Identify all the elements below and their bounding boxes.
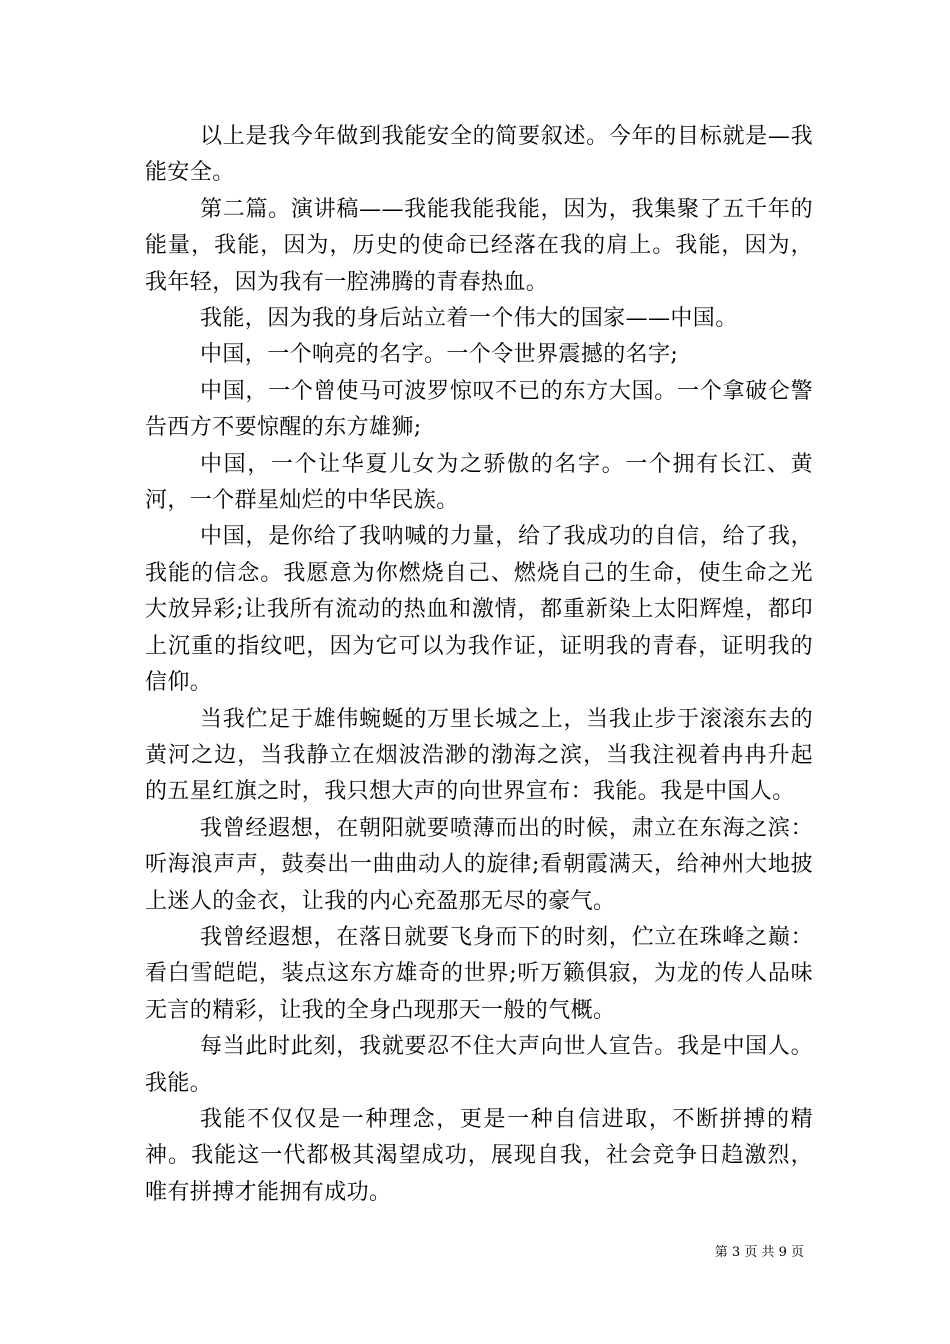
paragraph-8: 当我伫足于雄伟蜿蜒的万里长城之上，当我止步于滚滚东去的黄河之边，当我静立在烟波浩渺的渤海之滨，当我注视着冉冉升起的五星红旗之时，我只想大声的向世界宣布：我能。我是中国人。	[145, 706, 813, 805]
paragraph-1: 以上是我今年做到我能安全的简要叙述。今年的目标就是—我能安全。	[145, 124, 813, 186]
paragraph-11: 每当此时此刻，我就要忍不住大声向世人宣告。我是中国人。我能。	[145, 1034, 813, 1096]
paragraph-3: 我能，因为我的身后站立着一个伟大的国家——中国。	[200, 306, 738, 332]
paragraph-7: 中国，是你给了我呐喊的力量，给了我成功的自信，给了我，我能的信念。我愿意为你燃烧自己、燃烧自己的生命，使生命之光大放异彩;让我所有流动的热血和激情，都重新染上太阳辉煌，都印上沉重的指纹吧，因为它可以为我作证，证明我的青春，证明我的信仰。	[145, 524, 813, 696]
paragraph-4: 中国，一个响亮的名字。一个令世界震撼的名字;	[200, 342, 679, 368]
paragraph-12: 我能不仅仅是一种理念，更是一种自信进取，不断拼搏的精神。我能这一代都极其渴望成功，展现自我，社会竞争日趋激烈，唯有拼搏才能拥有成功。	[145, 1106, 813, 1205]
paragraph-6: 中国，一个让华夏儿女为之骄傲的名字。一个拥有长江、黄河，一个群星灿烂的中华民族。	[145, 451, 813, 514]
paragraph-2: 第二篇。演讲稿——我能我能我能，因为，我集聚了五千年的能量，我能，因为，历史的使命已经落在我的肩上。我能，因为，我年轻，因为我有一腔沸腾的青春热血。	[145, 196, 813, 295]
paragraph-5: 中国，一个曾使马可波罗惊叹不已的东方大国。一个拿破仑警告西方不要惊醒的东方雄狮;	[145, 378, 813, 441]
paragraph-9: 我曾经遐想，在朝阳就要喷薄而出的时候，肃立在东海之滨：听海浪声声，鼓奏出一曲曲动人的旋律;看朝霞满天，给神州大地披上迷人的金衣，让我的内心充盈那无尽的豪气。	[145, 815, 813, 914]
paragraph-10: 我曾经遐想，在落日就要飞身而下的时刻，伫立在珠峰之巅：看白雪皑皑，装点这东方雄奇的世界;听万籁俱寂，为龙的传人品味无言的精彩，让我的全身凸现那天一般的气概。	[145, 924, 813, 1023]
document-body	[145, 119, 813, 1211]
page-number-footer: 第 3 页 共 9 页	[714, 1245, 804, 1260]
